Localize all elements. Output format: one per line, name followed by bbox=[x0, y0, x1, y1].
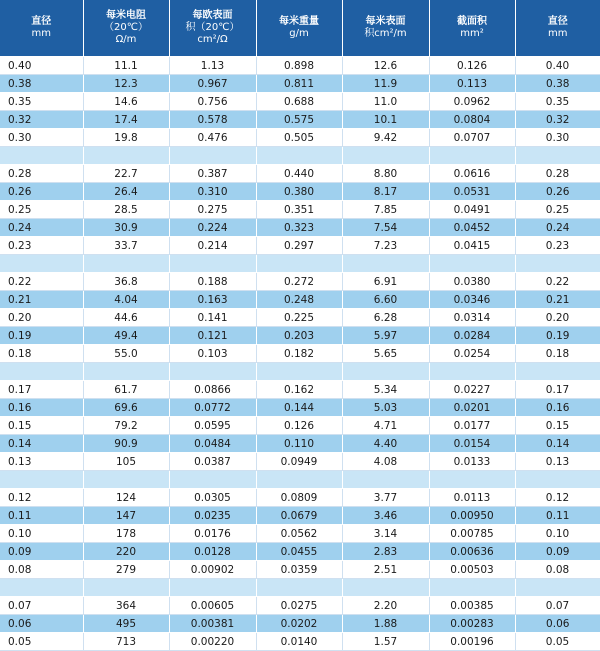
cell-resistance: 147 bbox=[83, 507, 169, 525]
column-header-resistance-line3: Ω/m bbox=[115, 34, 137, 45]
cell-diameter-right: 0.15 bbox=[515, 417, 600, 435]
cell-diameter: 0.14 bbox=[0, 435, 83, 453]
separator-cell bbox=[169, 147, 256, 165]
separator-cell bbox=[342, 147, 429, 165]
cell-diameter-right: 0.16 bbox=[515, 399, 600, 417]
cell-diameter-right: 0.09 bbox=[515, 543, 600, 561]
cell-weight: 0.0202 bbox=[256, 615, 342, 633]
cell-surface-per-ohm: 0.756 bbox=[169, 93, 256, 111]
cell-diameter: 0.21 bbox=[0, 291, 83, 309]
table-body bbox=[0, 57, 600, 651]
cell-diameter: 0.30 bbox=[0, 129, 83, 147]
column-header-weight-line2: g/m bbox=[289, 28, 309, 39]
cell-cross-section: 0.0491 bbox=[429, 201, 515, 219]
cell-cross-section: 0.0962 bbox=[429, 93, 515, 111]
table-row bbox=[0, 543, 600, 561]
cell-resistance: 124 bbox=[83, 489, 169, 507]
table-row bbox=[0, 57, 600, 75]
table-row bbox=[0, 453, 600, 471]
cell-surface-per-meter: 3.46 bbox=[342, 507, 429, 525]
cell-weight: 0.898 bbox=[256, 57, 342, 75]
cell-surface-per-meter: 10.1 bbox=[342, 111, 429, 129]
cell-diameter: 0.05 bbox=[0, 633, 83, 651]
cell-surface-per-meter: 9.42 bbox=[342, 129, 429, 147]
cell-cross-section: 0.0380 bbox=[429, 273, 515, 291]
table-row bbox=[0, 129, 600, 147]
cell-diameter-right: 0.38 bbox=[515, 75, 600, 93]
separator-cell bbox=[515, 255, 600, 273]
cell-diameter: 0.07 bbox=[0, 597, 83, 615]
header-row bbox=[0, 0, 600, 57]
cell-cross-section: 0.00283 bbox=[429, 615, 515, 633]
cell-surface-per-meter: 5.65 bbox=[342, 345, 429, 363]
column-header-surface-per-meter-line2: 积cm²/m bbox=[364, 28, 407, 39]
table-row bbox=[0, 417, 600, 435]
separator-cell bbox=[256, 255, 342, 273]
cell-surface-per-ohm: 0.00381 bbox=[169, 615, 256, 633]
cell-weight: 0.440 bbox=[256, 165, 342, 183]
column-header-cross-section bbox=[429, 0, 515, 57]
cell-surface-per-meter: 11.9 bbox=[342, 75, 429, 93]
cell-cross-section: 0.126 bbox=[429, 57, 515, 75]
column-header-resistance-line2: （20℃） bbox=[104, 22, 148, 33]
cell-surface-per-meter: 4.71 bbox=[342, 417, 429, 435]
cell-diameter: 0.35 bbox=[0, 93, 83, 111]
table-row bbox=[0, 291, 600, 309]
cell-diameter-right: 0.17 bbox=[515, 381, 600, 399]
table-row bbox=[0, 183, 600, 201]
cell-surface-per-ohm: 0.0235 bbox=[169, 507, 256, 525]
separator-cell bbox=[83, 579, 169, 597]
cell-surface-per-ohm: 0.0772 bbox=[169, 399, 256, 417]
cell-diameter-right: 0.12 bbox=[515, 489, 600, 507]
table-row bbox=[0, 633, 600, 651]
cell-resistance: 178 bbox=[83, 525, 169, 543]
table-row bbox=[0, 507, 600, 525]
separator-cell bbox=[429, 579, 515, 597]
cell-surface-per-ohm: 0.0305 bbox=[169, 489, 256, 507]
table-row bbox=[0, 561, 600, 579]
cell-diameter-right: 0.30 bbox=[515, 129, 600, 147]
cell-diameter: 0.13 bbox=[0, 453, 83, 471]
cell-weight: 0.0679 bbox=[256, 507, 342, 525]
cell-resistance: 495 bbox=[83, 615, 169, 633]
cell-weight: 0.0359 bbox=[256, 561, 342, 579]
cell-surface-per-meter: 11.0 bbox=[342, 93, 429, 111]
separator-cell bbox=[0, 579, 83, 597]
cell-cross-section: 0.0531 bbox=[429, 183, 515, 201]
table-row bbox=[0, 525, 600, 543]
cell-surface-per-meter: 7.23 bbox=[342, 237, 429, 255]
column-header-surface-per-meter bbox=[342, 0, 429, 57]
table-row bbox=[0, 327, 600, 345]
table-row bbox=[0, 489, 600, 507]
cell-diameter: 0.32 bbox=[0, 111, 83, 129]
cell-resistance: 220 bbox=[83, 543, 169, 561]
cell-weight: 0.110 bbox=[256, 435, 342, 453]
column-header-diameter-right-title: 直径 bbox=[547, 16, 568, 27]
cell-diameter: 0.06 bbox=[0, 615, 83, 633]
column-header-surface-per-ohm-line3: cm²/Ω bbox=[197, 34, 228, 45]
group-separator-row bbox=[0, 363, 600, 381]
cell-diameter: 0.16 bbox=[0, 399, 83, 417]
separator-cell bbox=[429, 363, 515, 381]
cell-diameter-right: 0.25 bbox=[515, 201, 600, 219]
column-header-diameter-right bbox=[515, 0, 600, 57]
table-row bbox=[0, 111, 600, 129]
column-header-diameter-right-line2: mm bbox=[548, 28, 568, 39]
cell-surface-per-ohm: 0.188 bbox=[169, 273, 256, 291]
group-separator-row bbox=[0, 471, 600, 489]
cell-diameter: 0.11 bbox=[0, 507, 83, 525]
separator-cell bbox=[169, 363, 256, 381]
cell-surface-per-meter: 8.80 bbox=[342, 165, 429, 183]
cell-surface-per-meter: 5.97 bbox=[342, 327, 429, 345]
table-row bbox=[0, 165, 600, 183]
cell-resistance: 12.3 bbox=[83, 75, 169, 93]
cell-weight: 0.0562 bbox=[256, 525, 342, 543]
table-row bbox=[0, 237, 600, 255]
cell-diameter-right: 0.40 bbox=[515, 57, 600, 75]
separator-cell bbox=[83, 147, 169, 165]
column-header-diameter-line2: mm bbox=[31, 28, 51, 39]
cell-surface-per-meter: 7.85 bbox=[342, 201, 429, 219]
cell-surface-per-ohm: 0.0128 bbox=[169, 543, 256, 561]
cell-resistance: 4.04 bbox=[83, 291, 169, 309]
cell-cross-section: 0.00503 bbox=[429, 561, 515, 579]
cell-weight: 0.811 bbox=[256, 75, 342, 93]
cell-diameter: 0.25 bbox=[0, 201, 83, 219]
cell-surface-per-ohm: 0.121 bbox=[169, 327, 256, 345]
cell-weight: 0.162 bbox=[256, 381, 342, 399]
cell-surface-per-ohm: 0.163 bbox=[169, 291, 256, 309]
separator-cell bbox=[256, 147, 342, 165]
separator-cell bbox=[342, 579, 429, 597]
separator-cell bbox=[256, 471, 342, 489]
cell-surface-per-meter: 6.28 bbox=[342, 309, 429, 327]
separator-cell bbox=[342, 471, 429, 489]
cell-diameter-right: 0.32 bbox=[515, 111, 600, 129]
cell-cross-section: 0.0113 bbox=[429, 489, 515, 507]
cell-cross-section: 0.113 bbox=[429, 75, 515, 93]
cell-cross-section: 0.0133 bbox=[429, 453, 515, 471]
cell-weight: 0.351 bbox=[256, 201, 342, 219]
cell-resistance: 90.9 bbox=[83, 435, 169, 453]
cell-weight: 0.323 bbox=[256, 219, 342, 237]
cell-weight: 0.182 bbox=[256, 345, 342, 363]
cell-diameter-right: 0.18 bbox=[515, 345, 600, 363]
cell-cross-section: 0.0804 bbox=[429, 111, 515, 129]
cell-cross-section: 0.00385 bbox=[429, 597, 515, 615]
cell-surface-per-meter: 6.91 bbox=[342, 273, 429, 291]
cell-weight: 0.505 bbox=[256, 129, 342, 147]
cell-surface-per-meter: 5.34 bbox=[342, 381, 429, 399]
cell-surface-per-ohm: 0.103 bbox=[169, 345, 256, 363]
cell-weight: 0.144 bbox=[256, 399, 342, 417]
cell-resistance: 364 bbox=[83, 597, 169, 615]
group-separator-row bbox=[0, 147, 600, 165]
cell-surface-per-ohm: 0.578 bbox=[169, 111, 256, 129]
cell-diameter: 0.40 bbox=[0, 57, 83, 75]
column-header-weight-title: 每米重量 bbox=[279, 16, 319, 27]
cell-surface-per-ohm: 0.275 bbox=[169, 201, 256, 219]
cell-surface-per-meter: 4.08 bbox=[342, 453, 429, 471]
cell-resistance: 61.7 bbox=[83, 381, 169, 399]
cell-resistance: 22.7 bbox=[83, 165, 169, 183]
separator-cell bbox=[169, 255, 256, 273]
separator-cell bbox=[83, 255, 169, 273]
cell-weight: 0.0949 bbox=[256, 453, 342, 471]
cell-surface-per-ohm: 0.0484 bbox=[169, 435, 256, 453]
cell-diameter-right: 0.13 bbox=[515, 453, 600, 471]
column-header-cross-section-line2: mm² bbox=[460, 28, 484, 39]
table-row bbox=[0, 345, 600, 363]
cell-diameter: 0.26 bbox=[0, 183, 83, 201]
cell-surface-per-meter: 1.57 bbox=[342, 633, 429, 651]
cell-diameter: 0.15 bbox=[0, 417, 83, 435]
cell-weight: 0.0455 bbox=[256, 543, 342, 561]
table-row bbox=[0, 273, 600, 291]
cell-surface-per-ohm: 0.0595 bbox=[169, 417, 256, 435]
cell-resistance: 28.5 bbox=[83, 201, 169, 219]
cell-cross-section: 0.0415 bbox=[429, 237, 515, 255]
cell-resistance: 19.8 bbox=[83, 129, 169, 147]
cell-diameter-right: 0.35 bbox=[515, 93, 600, 111]
cell-cross-section: 0.00950 bbox=[429, 507, 515, 525]
cell-diameter: 0.24 bbox=[0, 219, 83, 237]
cell-diameter-right: 0.11 bbox=[515, 507, 600, 525]
column-header-diameter bbox=[0, 0, 83, 57]
cell-diameter: 0.09 bbox=[0, 543, 83, 561]
cell-cross-section: 0.00636 bbox=[429, 543, 515, 561]
cell-resistance: 279 bbox=[83, 561, 169, 579]
cell-surface-per-ohm: 0.00902 bbox=[169, 561, 256, 579]
cell-diameter-right: 0.22 bbox=[515, 273, 600, 291]
separator-cell bbox=[515, 147, 600, 165]
cell-diameter-right: 0.26 bbox=[515, 183, 600, 201]
separator-cell bbox=[0, 471, 83, 489]
column-header-resistance-title: 每米电阻 bbox=[106, 10, 146, 21]
cell-resistance: 26.4 bbox=[83, 183, 169, 201]
cell-diameter-right: 0.23 bbox=[515, 237, 600, 255]
cell-surface-per-meter: 2.20 bbox=[342, 597, 429, 615]
cell-cross-section: 0.0227 bbox=[429, 381, 515, 399]
cell-resistance: 36.8 bbox=[83, 273, 169, 291]
cell-weight: 0.248 bbox=[256, 291, 342, 309]
cell-surface-per-ohm: 0.00220 bbox=[169, 633, 256, 651]
cell-surface-per-meter: 12.6 bbox=[342, 57, 429, 75]
cell-diameter-right: 0.07 bbox=[515, 597, 600, 615]
group-separator-row bbox=[0, 579, 600, 597]
cell-diameter: 0.12 bbox=[0, 489, 83, 507]
column-header-surface-per-meter-title: 每米表面 bbox=[365, 16, 406, 27]
table-row bbox=[0, 381, 600, 399]
cell-resistance: 30.9 bbox=[83, 219, 169, 237]
separator-cell bbox=[429, 471, 515, 489]
cell-diameter: 0.20 bbox=[0, 309, 83, 327]
cell-weight: 0.0140 bbox=[256, 633, 342, 651]
cell-diameter: 0.08 bbox=[0, 561, 83, 579]
cell-diameter: 0.28 bbox=[0, 165, 83, 183]
cell-diameter-right: 0.28 bbox=[515, 165, 600, 183]
table-row bbox=[0, 615, 600, 633]
table-header bbox=[0, 0, 600, 57]
separator-cell bbox=[256, 363, 342, 381]
separator-cell bbox=[429, 255, 515, 273]
cell-cross-section: 0.00785 bbox=[429, 525, 515, 543]
cell-diameter: 0.19 bbox=[0, 327, 83, 345]
cell-cross-section: 0.0284 bbox=[429, 327, 515, 345]
cell-resistance: 105 bbox=[83, 453, 169, 471]
cell-surface-per-meter: 1.88 bbox=[342, 615, 429, 633]
cell-diameter-right: 0.19 bbox=[515, 327, 600, 345]
cell-diameter: 0.10 bbox=[0, 525, 83, 543]
separator-cell bbox=[0, 255, 83, 273]
table-row bbox=[0, 597, 600, 615]
cell-weight: 0.0809 bbox=[256, 489, 342, 507]
separator-cell bbox=[256, 579, 342, 597]
column-header-surface-per-ohm-line2: 积（20℃） bbox=[185, 22, 240, 33]
separator-cell bbox=[169, 471, 256, 489]
cell-surface-per-meter: 3.77 bbox=[342, 489, 429, 507]
cell-surface-per-ohm: 0.967 bbox=[169, 75, 256, 93]
cell-resistance: 14.6 bbox=[83, 93, 169, 111]
separator-cell bbox=[0, 363, 83, 381]
cell-diameter: 0.17 bbox=[0, 381, 83, 399]
cell-weight: 0.225 bbox=[256, 309, 342, 327]
cell-resistance: 713 bbox=[83, 633, 169, 651]
table-row bbox=[0, 201, 600, 219]
cell-surface-per-meter: 5.03 bbox=[342, 399, 429, 417]
cell-surface-per-ohm: 0.310 bbox=[169, 183, 256, 201]
cell-diameter-right: 0.14 bbox=[515, 435, 600, 453]
cell-cross-section: 0.0154 bbox=[429, 435, 515, 453]
cell-surface-per-ohm: 0.476 bbox=[169, 129, 256, 147]
cell-surface-per-meter: 6.60 bbox=[342, 291, 429, 309]
table-row bbox=[0, 75, 600, 93]
separator-cell bbox=[429, 147, 515, 165]
cell-surface-per-meter: 4.40 bbox=[342, 435, 429, 453]
cell-weight: 0.575 bbox=[256, 111, 342, 129]
cell-surface-per-ohm: 0.214 bbox=[169, 237, 256, 255]
cell-cross-section: 0.0616 bbox=[429, 165, 515, 183]
cell-resistance: 49.4 bbox=[83, 327, 169, 345]
column-header-surface-per-ohm bbox=[169, 0, 256, 57]
column-header-surface-per-ohm-title: 每欧表面 bbox=[192, 10, 233, 21]
cell-surface-per-ohm: 0.00605 bbox=[169, 597, 256, 615]
cell-resistance: 11.1 bbox=[83, 57, 169, 75]
cell-surface-per-meter: 3.14 bbox=[342, 525, 429, 543]
cell-cross-section: 0.0314 bbox=[429, 309, 515, 327]
cell-weight: 0.688 bbox=[256, 93, 342, 111]
cell-surface-per-ohm: 0.0176 bbox=[169, 525, 256, 543]
cell-surface-per-ohm: 0.0866 bbox=[169, 381, 256, 399]
separator-cell bbox=[515, 579, 600, 597]
cell-surface-per-ohm: 0.0387 bbox=[169, 453, 256, 471]
cell-diameter: 0.23 bbox=[0, 237, 83, 255]
table-row bbox=[0, 435, 600, 453]
cell-weight: 0.380 bbox=[256, 183, 342, 201]
cell-weight: 0.203 bbox=[256, 327, 342, 345]
cell-cross-section: 0.0177 bbox=[429, 417, 515, 435]
table-row bbox=[0, 309, 600, 327]
separator-cell bbox=[342, 363, 429, 381]
separator-cell bbox=[342, 255, 429, 273]
cell-diameter: 0.38 bbox=[0, 75, 83, 93]
column-header-resistance bbox=[83, 0, 169, 57]
column-header-weight bbox=[256, 0, 342, 57]
cell-cross-section: 0.0201 bbox=[429, 399, 515, 417]
table-row bbox=[0, 219, 600, 237]
separator-cell bbox=[515, 471, 600, 489]
cell-diameter-right: 0.08 bbox=[515, 561, 600, 579]
separator-cell bbox=[83, 363, 169, 381]
separator-cell bbox=[515, 363, 600, 381]
separator-cell bbox=[83, 471, 169, 489]
table-row bbox=[0, 93, 600, 111]
cell-surface-per-ohm: 1.13 bbox=[169, 57, 256, 75]
cell-diameter-right: 0.24 bbox=[515, 219, 600, 237]
table-row bbox=[0, 399, 600, 417]
cell-cross-section: 0.0254 bbox=[429, 345, 515, 363]
cell-resistance: 79.2 bbox=[83, 417, 169, 435]
cell-surface-per-meter: 8.17 bbox=[342, 183, 429, 201]
cell-diameter-right: 0.21 bbox=[515, 291, 600, 309]
cell-cross-section: 0.00196 bbox=[429, 633, 515, 651]
cell-diameter-right: 0.20 bbox=[515, 309, 600, 327]
cell-surface-per-ohm: 0.387 bbox=[169, 165, 256, 183]
group-separator-row bbox=[0, 255, 600, 273]
cell-diameter: 0.18 bbox=[0, 345, 83, 363]
cell-weight: 0.0275 bbox=[256, 597, 342, 615]
cell-surface-per-ohm: 0.141 bbox=[169, 309, 256, 327]
cell-cross-section: 0.0452 bbox=[429, 219, 515, 237]
cell-diameter-right: 0.06 bbox=[515, 615, 600, 633]
cell-surface-per-meter: 2.83 bbox=[342, 543, 429, 561]
cell-cross-section: 0.0346 bbox=[429, 291, 515, 309]
cell-resistance: 17.4 bbox=[83, 111, 169, 129]
cell-resistance: 33.7 bbox=[83, 237, 169, 255]
column-header-diameter-title: 直径 bbox=[31, 16, 52, 27]
cell-diameter-right: 0.05 bbox=[515, 633, 600, 651]
cell-weight: 0.126 bbox=[256, 417, 342, 435]
separator-cell bbox=[0, 147, 83, 165]
cell-surface-per-meter: 7.54 bbox=[342, 219, 429, 237]
cell-resistance: 44.6 bbox=[83, 309, 169, 327]
separator-cell bbox=[169, 579, 256, 597]
cell-diameter: 0.22 bbox=[0, 273, 83, 291]
cell-resistance: 55.0 bbox=[83, 345, 169, 363]
cell-surface-per-meter: 2.51 bbox=[342, 561, 429, 579]
cell-resistance: 69.6 bbox=[83, 399, 169, 417]
column-header-cross-section-title: 截面积 bbox=[457, 16, 487, 27]
cell-diameter-right: 0.10 bbox=[515, 525, 600, 543]
cell-cross-section: 0.0707 bbox=[429, 129, 515, 147]
cell-weight: 0.272 bbox=[256, 273, 342, 291]
cell-weight: 0.297 bbox=[256, 237, 342, 255]
cell-surface-per-ohm: 0.224 bbox=[169, 219, 256, 237]
